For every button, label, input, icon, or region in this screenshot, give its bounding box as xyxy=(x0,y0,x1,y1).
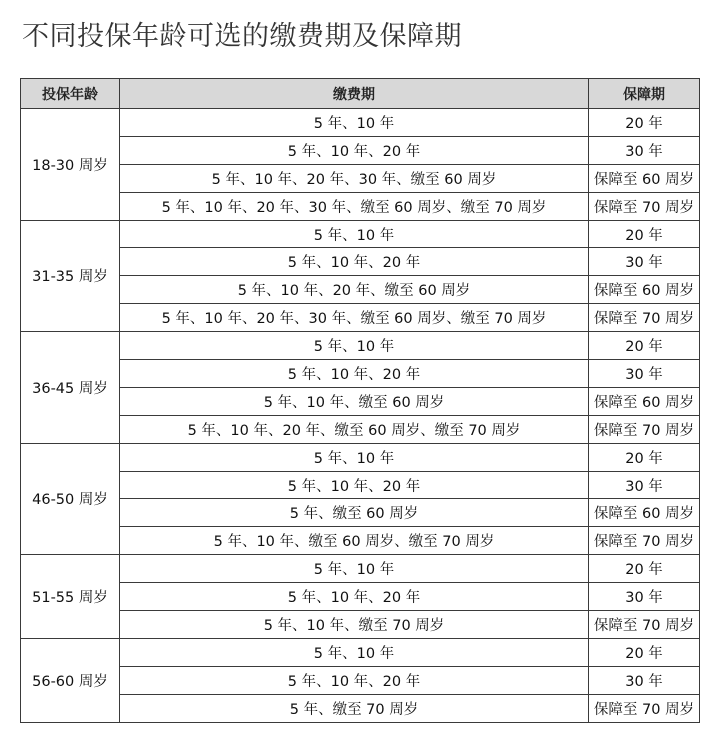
coverage-period-cell: 保障至 70 周岁 xyxy=(589,527,700,555)
payment-period-cell: 5 年、10 年、20 年 xyxy=(120,583,589,611)
table-row xyxy=(21,332,700,360)
table-row xyxy=(21,555,700,583)
table-row xyxy=(21,276,700,304)
coverage-period-cell: 保障至 60 周岁 xyxy=(589,387,700,415)
payment-period-cell: 5 年、10 年、20 年 xyxy=(120,471,589,499)
table-row xyxy=(21,499,700,527)
table-row xyxy=(21,527,700,555)
coverage-period-cell: 30 年 xyxy=(589,136,700,164)
header-payment-period: 缴费期 xyxy=(120,79,589,109)
coverage-period-cell: 保障至 70 周岁 xyxy=(589,611,700,639)
header-age: 投保年龄 xyxy=(21,79,120,109)
payment-period-cell: 5 年、10 年、20 年、30 年、缴至 60 周岁、缴至 70 周岁 xyxy=(120,304,589,332)
age-range-cell: 51-55 周岁 xyxy=(21,555,120,639)
payment-period-cell: 5 年、10 年 xyxy=(120,638,589,666)
coverage-period-cell: 20 年 xyxy=(589,638,700,666)
page-title: 不同投保年龄可选的缴费期及保障期 xyxy=(22,21,462,52)
payment-period-cell: 5 年、10 年 xyxy=(120,332,589,360)
payment-period-cell: 5 年、10 年 xyxy=(120,443,589,471)
table-body xyxy=(21,109,700,723)
header-coverage-period: 保障期 xyxy=(589,79,700,109)
payment-period-cell: 5 年、10 年 xyxy=(120,109,589,137)
table-row xyxy=(21,164,700,192)
coverage-period-cell: 30 年 xyxy=(589,666,700,694)
table-row xyxy=(21,443,700,471)
payment-period-cell: 5 年、10 年、20 年 xyxy=(120,248,589,276)
table-row xyxy=(21,387,700,415)
table-row xyxy=(21,304,700,332)
payment-coverage-table xyxy=(20,78,700,723)
payment-period-cell: 5 年、10 年 xyxy=(120,220,589,248)
payment-period-cell: 5 年、缴至 70 周岁 xyxy=(120,694,589,722)
age-range-cell: 31-35 周岁 xyxy=(21,220,120,332)
coverage-period-cell: 保障至 70 周岁 xyxy=(589,694,700,722)
coverage-period-cell: 20 年 xyxy=(589,555,700,583)
table-row xyxy=(21,471,700,499)
payment-period-cell: 5 年、10 年、20 年、缴至 60 周岁 xyxy=(120,276,589,304)
coverage-period-cell: 30 年 xyxy=(589,360,700,388)
coverage-period-cell: 保障至 60 周岁 xyxy=(589,276,700,304)
table-header-row xyxy=(21,79,700,109)
table-row xyxy=(21,220,700,248)
coverage-period-cell: 20 年 xyxy=(589,443,700,471)
payment-period-cell: 5 年、10 年、缴至 70 周岁 xyxy=(120,611,589,639)
payment-period-cell: 5 年、10 年、缴至 60 周岁 xyxy=(120,387,589,415)
table-row xyxy=(21,638,700,666)
age-range-cell: 56-60 周岁 xyxy=(21,638,120,722)
coverage-period-cell: 保障至 70 周岁 xyxy=(589,192,700,220)
table-row xyxy=(21,694,700,722)
payment-period-cell: 5 年、10 年、20 年 xyxy=(120,360,589,388)
coverage-period-cell: 30 年 xyxy=(589,471,700,499)
table-row xyxy=(21,360,700,388)
coverage-period-cell: 保障至 60 周岁 xyxy=(589,499,700,527)
payment-period-cell: 5 年、10 年、20 年、30 年、缴至 60 周岁 xyxy=(120,164,589,192)
age-range-cell: 46-50 周岁 xyxy=(21,443,120,555)
payment-period-cell: 5 年、10 年 xyxy=(120,555,589,583)
table-row xyxy=(21,666,700,694)
table-row xyxy=(21,611,700,639)
payment-period-cell: 5 年、缴至 60 周岁 xyxy=(120,499,589,527)
payment-period-cell: 5 年、10 年、20 年、缴至 60 周岁、缴至 70 周岁 xyxy=(120,415,589,443)
table-row xyxy=(21,109,700,137)
coverage-period-cell: 保障至 60 周岁 xyxy=(589,164,700,192)
table-row xyxy=(21,136,700,164)
table-row xyxy=(21,192,700,220)
payment-period-cell: 5 年、10 年、缴至 60 周岁、缴至 70 周岁 xyxy=(120,527,589,555)
payment-period-cell: 5 年、10 年、20 年 xyxy=(120,666,589,694)
coverage-period-cell: 30 年 xyxy=(589,583,700,611)
table-row xyxy=(21,583,700,611)
age-range-cell: 18-30 周岁 xyxy=(21,109,120,221)
coverage-period-cell: 20 年 xyxy=(589,220,700,248)
coverage-period-cell: 保障至 70 周岁 xyxy=(589,304,700,332)
coverage-period-cell: 30 年 xyxy=(589,248,700,276)
table-row xyxy=(21,415,700,443)
coverage-period-cell: 20 年 xyxy=(589,332,700,360)
payment-period-cell: 5 年、10 年、20 年 xyxy=(120,136,589,164)
age-range-cell: 36-45 周岁 xyxy=(21,332,120,444)
coverage-period-cell: 20 年 xyxy=(589,109,700,137)
table-row xyxy=(21,248,700,276)
payment-period-cell: 5 年、10 年、20 年、30 年、缴至 60 周岁、缴至 70 周岁 xyxy=(120,192,589,220)
coverage-period-cell: 保障至 70 周岁 xyxy=(589,415,700,443)
